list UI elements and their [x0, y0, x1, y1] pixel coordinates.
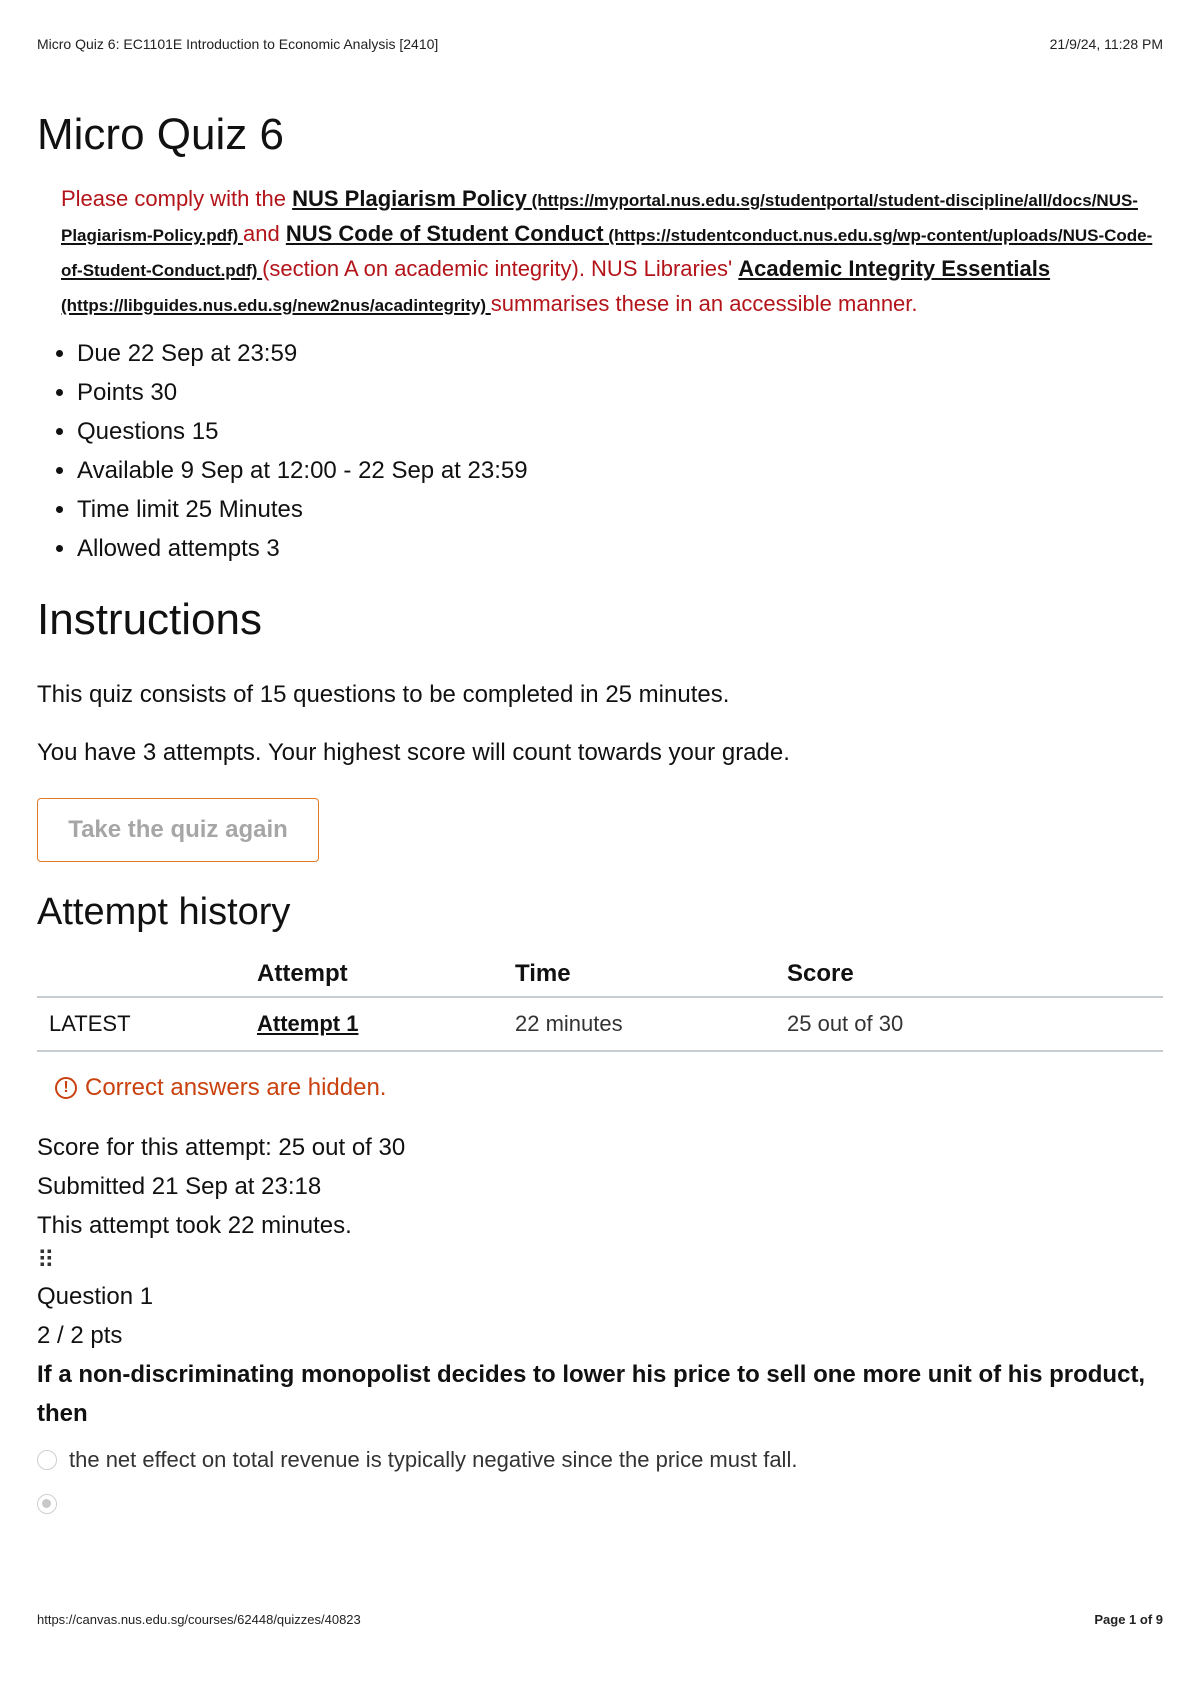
answer-option-label: the net effect on total revenue is typically negative since the price must fall. — [69, 1447, 798, 1472]
attempt-time: 22 minutes — [515, 997, 787, 1051]
column-header-attempt: Attempt — [257, 952, 515, 997]
points: • Points 30 — [77, 373, 1163, 412]
question-count: • Questions 15 — [77, 412, 1163, 451]
page-url: https://canvas.nus.edu.sg/courses/62448/quizzes/40823 — [37, 1612, 361, 1627]
correct-answers-hidden-notice: ! Correct answers are hidden. — [55, 1072, 1163, 1104]
question-text: If a non-discriminating monopolist decides to lower his price to sell one more unit of his product, then — [37, 1361, 1146, 1427]
instructions-heading: Instructions — [37, 595, 262, 644]
attempt-1-link[interactable]: Attempt 1 — [257, 1011, 359, 1036]
question-points: 2 / 2 pts — [37, 1322, 123, 1349]
column-header-score: Score — [787, 952, 1163, 997]
allowed-attempts: • Allowed attempts 3 — [77, 529, 1163, 568]
main-content — [37, 100, 1163, 1521]
column-header-time: Time — [515, 952, 787, 997]
time-limit: • Time limit 25 Minutes — [77, 490, 1163, 529]
attempt-score: 25 out of 30 — [787, 997, 1163, 1051]
code-of-conduct-link[interactable]: NUS Code of Student Conduct (https://studentconduct.nus.edu.sg/wp-content/uploads/NUS-Code-of-Student-Conduct.pdf) — [61, 221, 1153, 280]
print-header — [37, 36, 1163, 56]
answer-option[interactable] — [37, 1443, 1163, 1477]
question-title: Question 1 — [37, 1283, 154, 1310]
duration-text: This attempt took 22 minutes. — [37, 1212, 352, 1239]
column-header — [37, 952, 257, 997]
attempt-history-heading: Attempt history — [37, 891, 291, 933]
take-quiz-again-button[interactable]: Take the quiz again — [37, 798, 319, 862]
warning-icon: ! — [55, 1077, 77, 1099]
radio-button[interactable] — [37, 1450, 57, 1470]
quiz-details-list — [37, 334, 1163, 568]
drag-handle-icon: ⠿ — [37, 1247, 53, 1274]
attempt-score-text: Score for this attempt: 25 out of 30 — [37, 1134, 406, 1161]
submitted-text: Submitted 21 Sep at 23:18 — [37, 1173, 322, 1200]
attempt-history-table — [37, 952, 1163, 1052]
latest-label: LATEST — [37, 997, 257, 1051]
due-date: • Due 22 Sep at 23:59 — [77, 334, 1163, 373]
table-row — [37, 997, 1163, 1051]
attempt-stats — [37, 1128, 1163, 1245]
page-title: Micro Quiz 6 — [37, 110, 284, 159]
integrity-notice: Please comply with the NUS Plagiarism Policy (https://myportal.nus.edu.sg/studentportal/student-discipline/all/docs/NUS-Plagiarism-Policy.pdf) and NUS Code of Student Conduct (https://studentconduct.nus.edu.sg/wp-content/uploads/NUS-Code-of-Student-Conduct.pdf) (section A on academic integrity). NUS Libraries' Academic Integrity Essentials (https://libguides.nus.edu.sg/new2nus/acadintegrity) summarises these in an accessible manner. — [61, 186, 1153, 316]
instructions-text-2: You have 3 attempts. Your highest score will count towards your grade. — [37, 739, 790, 766]
print-timestamp: 21/9/24, 11:28 PM — [1049, 36, 1163, 52]
answer-option-selected[interactable] — [37, 1487, 1163, 1521]
availability: • Available 9 Sep at 12:00 - 22 Sep at 23:59 — [77, 451, 1163, 490]
plagiarism-policy-link[interactable]: NUS Plagiarism Policy (https://myportal.nus.edu.sg/studentportal/student-discipline/all/docs/NUS-Plagiarism-Policy.pdf) — [61, 186, 1138, 245]
instructions-text-1: This quiz consists of 15 questions to be completed in 25 minutes. — [37, 681, 730, 708]
radio-button-selected[interactable] — [37, 1494, 57, 1514]
page-number: Page 1 of 9 — [1094, 1612, 1163, 1627]
academic-integrity-link[interactable]: Academic Integrity Essentials (https://libguides.nus.edu.sg/new2nus/acadintegrity) — [61, 256, 1051, 315]
print-footer — [37, 1612, 1163, 1632]
document-title: Micro Quiz 6: EC1101E Introduction to Economic Analysis [2410] — [37, 36, 439, 52]
